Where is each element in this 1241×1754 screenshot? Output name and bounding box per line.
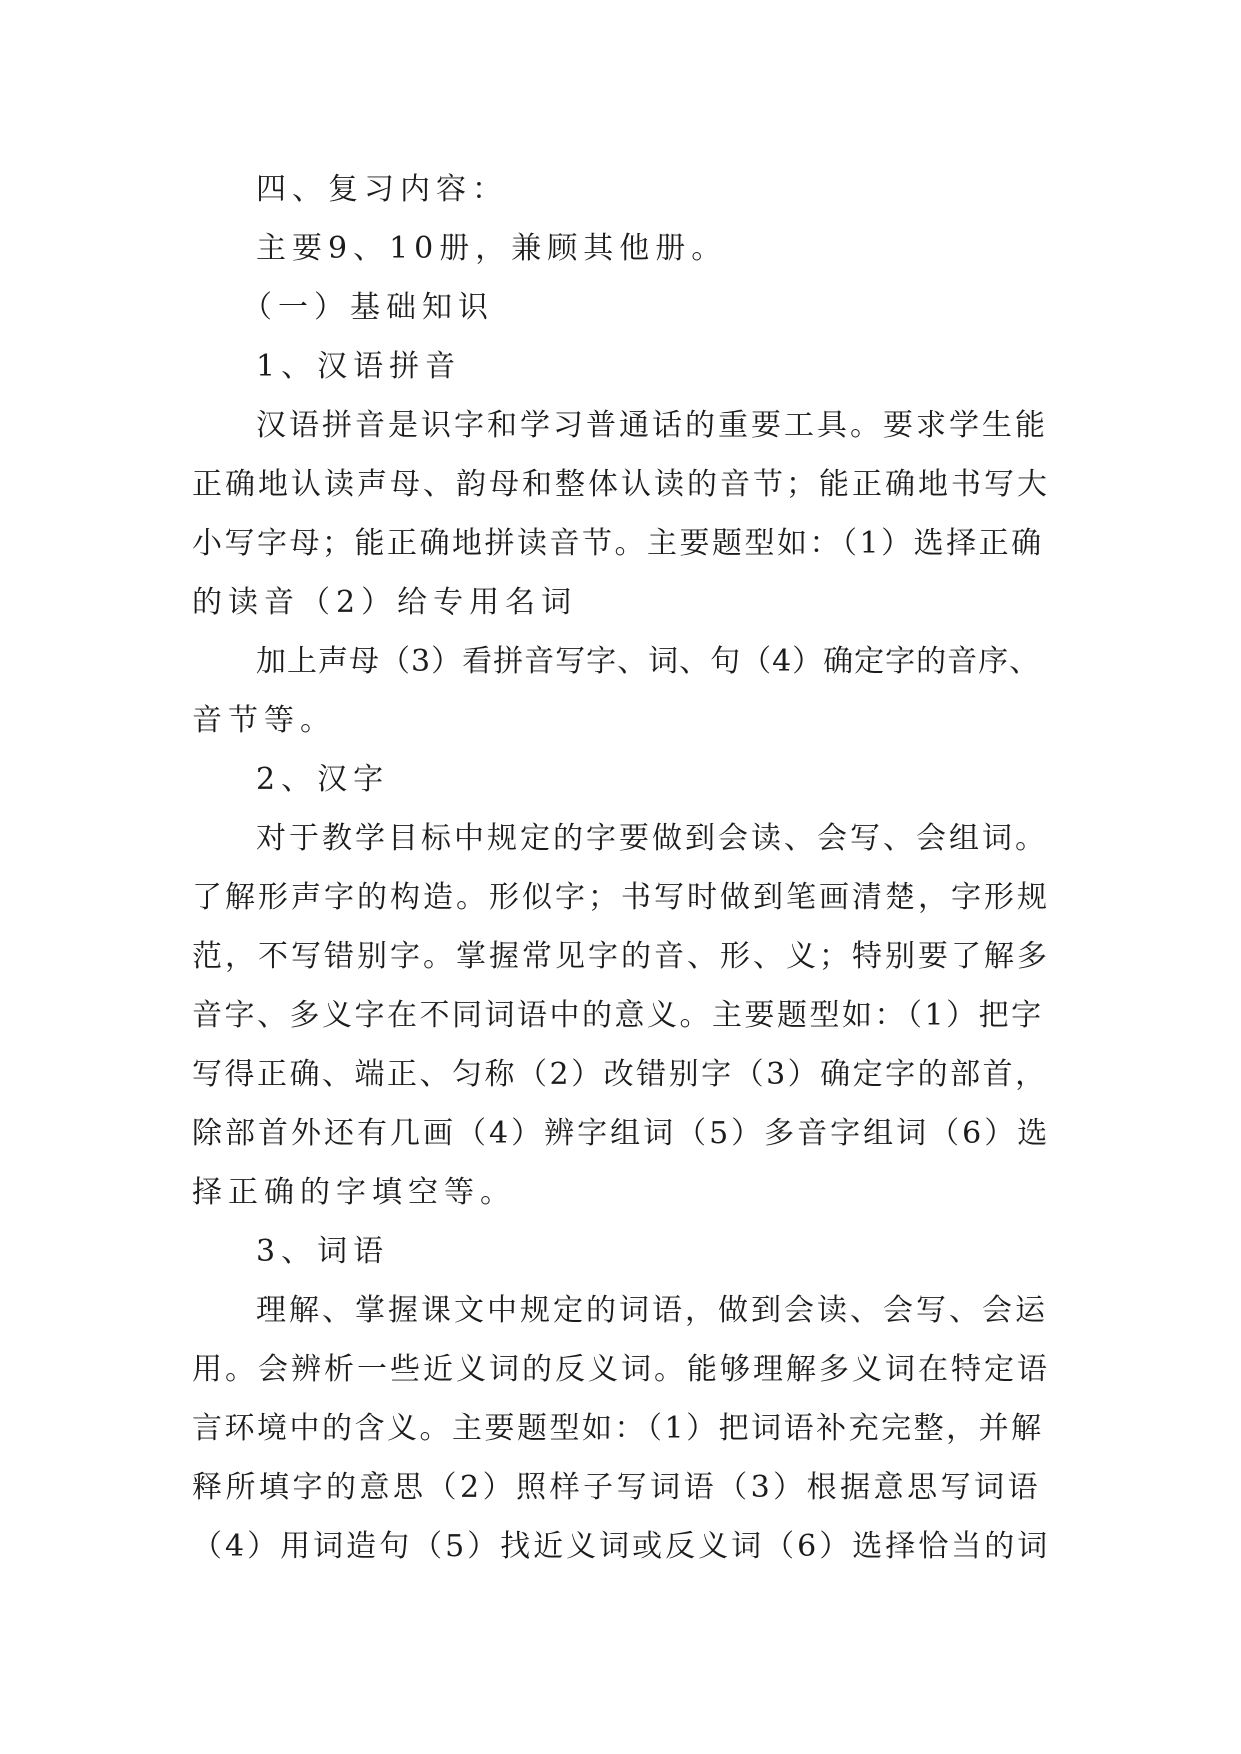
item-heading: 3、词语 <box>256 1234 390 1269</box>
paragraph-line: （4）用词造句（5）找近义词或反义词（6）选择恰当的词 <box>192 1529 1051 1564</box>
paragraph-line: 音节等。 <box>192 703 336 738</box>
section-heading: 四、复习内容： <box>256 172 508 207</box>
paragraph-line: 汉语拼音是识字和学习普通话的重要工具。要求学生能 <box>256 408 1048 443</box>
paragraph-line: 加上声母（3）看拼音写字、词、句（4）确定字的音序、 <box>256 644 1041 679</box>
paragraph-line: 言环境中的含义。主要题型如：（1）把词语补充完整，并解 <box>192 1411 1044 1446</box>
paragraph-line: 主要9、10册，兼顾其他册。 <box>256 231 728 266</box>
paragraph-line: 正确地认读声母、韵母和整体认读的音节；能正确地书写大 <box>192 467 1050 502</box>
paragraph-line: 用。会辨析一些近义词的反义词。能够理解多义词在特定语 <box>192 1352 1050 1387</box>
document-body <box>192 160 1052 1576</box>
paragraph-line: 音字、多义字在不同词语中的意义。主要题型如：（1）把字 <box>192 998 1044 1033</box>
paragraph-line: 小写字母；能正确地拼读音节。主要题型如：（1）选择正确 <box>192 526 1044 561</box>
paragraph-line: 写得正确、端正、匀称（2）改错别字（3）确定字的部首， <box>192 1057 1048 1092</box>
item-heading: 1、汉语拼音 <box>256 349 462 384</box>
paragraph-line: 除部首外还有几画（4）辨字组词（5）多音字组词（6）选 <box>192 1116 1051 1151</box>
subsection-heading: （一）基础知识 <box>242 290 494 325</box>
paragraph-line: 的读音（2）给专用名词 <box>192 585 578 620</box>
paragraph-line: 对于教学目标中规定的字要做到会读、会写、会组词。 <box>256 821 1048 856</box>
paragraph-line: 理解、掌握课文中规定的词语，做到会读、会写、会运 <box>256 1293 1048 1328</box>
paragraph-line: 了解形声字的构造。形似字；书写时做到笔画清楚，字形规 <box>192 880 1050 915</box>
paragraph-line: 范，不写错别字。掌握常见字的音、形、义；特别要了解多 <box>192 939 1050 974</box>
paragraph-line: 择正确的字填空等。 <box>192 1175 516 1210</box>
item-heading: 2、汉字 <box>256 762 390 797</box>
paragraph-line: 释所填字的意思（2）照样子写词语（3）根据意思写词语 <box>192 1470 1042 1505</box>
